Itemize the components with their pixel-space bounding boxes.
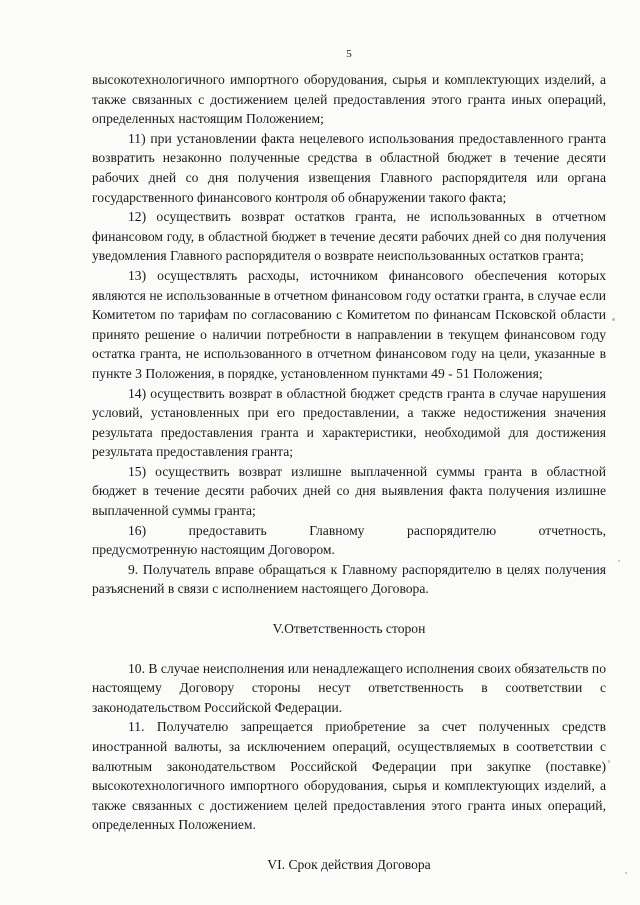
item-16-word: Главному	[309, 522, 365, 538]
paragraph-10: 10. В случае неисполнения или ненадлежащего исполнения своих обязательств по настоящему Договору стороны несут ответственность в соответствии с законодательством Российской Федерации.	[92, 660, 606, 715]
item-12: 12) осуществить возврат остатков гранта, не использованных в отчетном финансовом году, в областной бюджет в течение десяти рабочих дней со дня получения уведомления Главного распорядителя о возврате неиспользованных остатков гранта;	[92, 209, 606, 264]
paragraph-continuation: высокотехнологичного импортного оборудования, сырья и комплектующих изделий, а также связанных с достижением целей предоставления этого гранта иных операций, определенных настоящим Положением;	[92, 72, 606, 127]
scan-speck	[625, 872, 627, 874]
paragraph-11: 11. Получателю запрещается приобретение за счет полученных средств иностранной валюты, за исключением операций, осуществляемых в соответствии с валютным законодательством Российской Федерации при закупке (поставке) высокотехнологичного импортного оборудования, сырья и комплектующих изделий, а также связанных с достижением целей предоставления этого гранта иных операций, определенных Положением.	[92, 719, 606, 833]
item-15: 15) осуществить возврат излишне выплаченной суммы гранта в областной бюджет в течение десяти рабочих дней со дня выявления факта получения излишне выплаченной суммы гранта;	[92, 463, 606, 519]
item-16-word: отчетность,	[538, 522, 606, 538]
scan-speck	[612, 318, 615, 321]
item-16-word: предоставить	[188, 522, 267, 538]
scan-speck	[608, 760, 610, 763]
item-16-word: распорядителю	[407, 522, 497, 538]
item-11: 11) при установлении факта нецелевого использования предоставленного гранта возвратить незаконно полученные средства в областной бюджет в течение десяти рабочих дней со дня получения извещения Главного распорядителя или органа государственного финансового контроля об обнаружении такого факта;	[92, 130, 606, 205]
section-6-title: VI. Срок действия Договора	[267, 856, 431, 872]
paragraph-9: 9. Получатель вправе обращаться к Главному распорядителю в целях получения разъяснений в связи с исполнением настоящего Договора.	[92, 561, 606, 597]
page-number: 5	[346, 48, 352, 60]
item-16-word: 16)	[128, 522, 147, 538]
section-5-title: V.Ответственность сторон	[272, 621, 426, 637]
item-13: 13) осуществлять расходы, источником финансового обеспечения которых являются не использованные в отчетном финансовом году остатки гранта, в случае если Комитетом по тарифам по согласованию с Комитетом по финансам Псковской области принято решение о наличии потребности в направлении в текущем финансовом году остатка гранта, не использованного в отчетном финансовом году на цели, указанные в пункте 3 Положения, в порядке, установленном пунктами 49 - 51 Положения;	[92, 267, 606, 381]
item-16-continuation: предусмотренную настоящим Договором.	[92, 542, 335, 558]
item-14: 14) осуществить возврат в областной бюджет средств гранта в случае нарушения условий, установленных при его предоставлении, а также недостижения значения результата предоставления гранта и характеристики, необходимой для достижения результата предоставления гранта;	[92, 385, 606, 460]
scan-speck	[618, 560, 620, 562]
item-16-line	[92, 521, 606, 541]
